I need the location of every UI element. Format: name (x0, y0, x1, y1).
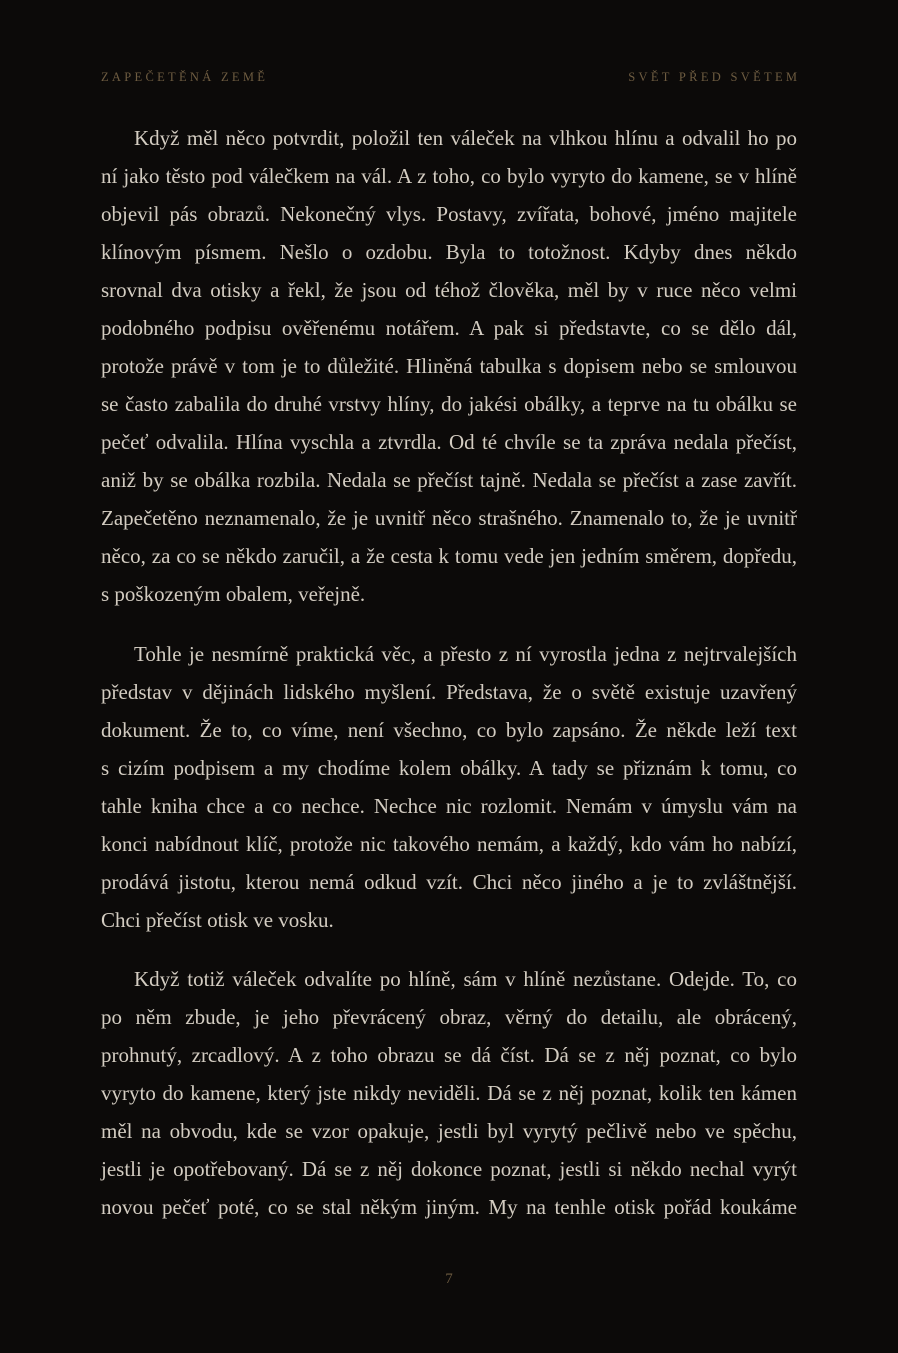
text-line: dokument. Že to, co víme, není všechno, co bylo zapsáno. Že někde leží text (101, 717, 797, 742)
text-line: s poškozeným obalem, veřejně. (101, 582, 366, 606)
text-line: ní jako těsto pod válečkem na vál. A z toho, co bylo vyryto do kamene, se v hlíně (101, 164, 797, 188)
text-line: se často zabalila do druhé vrstvy hlíny, do jakési obálky, a teprve na tu obálku se (101, 392, 797, 416)
text-line: tahle kniha chce a co nechce. Nechce nic rozlomit. Nemám v úmyslu vám na (101, 793, 797, 818)
text-line: Když totiž váleček odvalíte po hlíně, sám v hlíně nezůstane. Odejde. To, co (134, 967, 797, 991)
paragraph-3 (101, 960, 797, 1226)
text-line: Když měl něco potvrdit, položil ten váleček na vlhkou hlínu a odvalil ho po (134, 126, 797, 150)
running-head-chapter-title: SVĚT PŘED SVĚTEM (628, 70, 801, 84)
text-line: objevil pás obrazů. Nekonečný vlys. Postavy, zvířata, bohové, jméno majitele (101, 202, 797, 226)
text-line: Chci přečíst otisk ve vosku. (101, 907, 334, 932)
paragraph-2 (101, 635, 797, 939)
body-text (101, 119, 797, 1226)
text-line: novou pečeť poté, co se stal někým jiným. My na tenhle otisk pořád koukáme (101, 1195, 797, 1219)
text-line: konci nabídnout klíč, protože nic takového nemám, a každý, kdo vám ho nabízí, (101, 831, 797, 856)
text-line: jestli je opotřebovaný. Dá se z něj dokonce poznat, jestli si někdo nechal vyrýt (101, 1157, 797, 1181)
text-line: prodává jistotu, kterou nemá odkud vzít. Chci něco jiného a je to zvláštnější. (101, 869, 797, 894)
text-line: prohnutý, zrcadlový. A z toho obrazu se dá číst. Dá se z něj poznat, co bylo (101, 1043, 797, 1067)
text-line: podobného podpisu ověřenému notářem. A pak si představte, co se dělo dál, (101, 316, 797, 340)
text-line: Tohle je nesmírně praktická věc, a přesto z ní vyrostla jedna z nejtrvalejších (134, 641, 797, 666)
text-line: pečeť odvalila. Hlína vyschla a ztvrdla. Od té chvíle se ta zpráva nedala přečíst, (101, 430, 797, 454)
text-line: aniž by se obálka rozbila. Nedala se přečíst tajně. Nedala se přečíst a zase zavřít. (101, 468, 797, 492)
text-line: po něm zbude, je jeho převrácený obraz, věrný do detailu, ale obrácený, (101, 1005, 797, 1029)
running-head-book-title: ZAPEČETĚNÁ ZEMĚ (101, 70, 269, 84)
text-line: klínovým písmem. Nešlo o ozdobu. Byla to totožnost. Kdyby dnes někdo (101, 240, 797, 264)
text-line: měl na obvodu, kde se vzor opakuje, jestli byl vyrytý pečlivě nebo ve spěchu, (101, 1119, 797, 1143)
text-line: vyryto do kamene, který jste nikdy neviděli. Dá se z něj poznat, kolik ten kámen (101, 1081, 797, 1105)
text-line: protože právě v tom je to důležité. Hliněná tabulka s dopisem nebo se smlouvou (101, 354, 797, 378)
text-line: něco, za co se někdo zaručil, a že cesta k tomu vede jen jedním směrem, dopředu, (101, 544, 797, 568)
paragraph-1 (101, 119, 797, 613)
text-line: Zapečetěno neznamenalo, že je uvnitř něco strašného. Znamenalo to, že je uvnitř (101, 506, 797, 530)
text-line: představ v dějinách lidského myšlení. Představa, že o světě existuje uzavřený (101, 679, 797, 704)
text-line: srovnal dva otisky a řekl, že jsou od téhož člověka, měl by v ruce něco velmi (101, 278, 797, 302)
text-line: s cizím podpisem a my chodíme kolem obálky. A tady se přiznám k tomu, co (101, 755, 797, 780)
page-number: 7 (445, 1271, 453, 1287)
